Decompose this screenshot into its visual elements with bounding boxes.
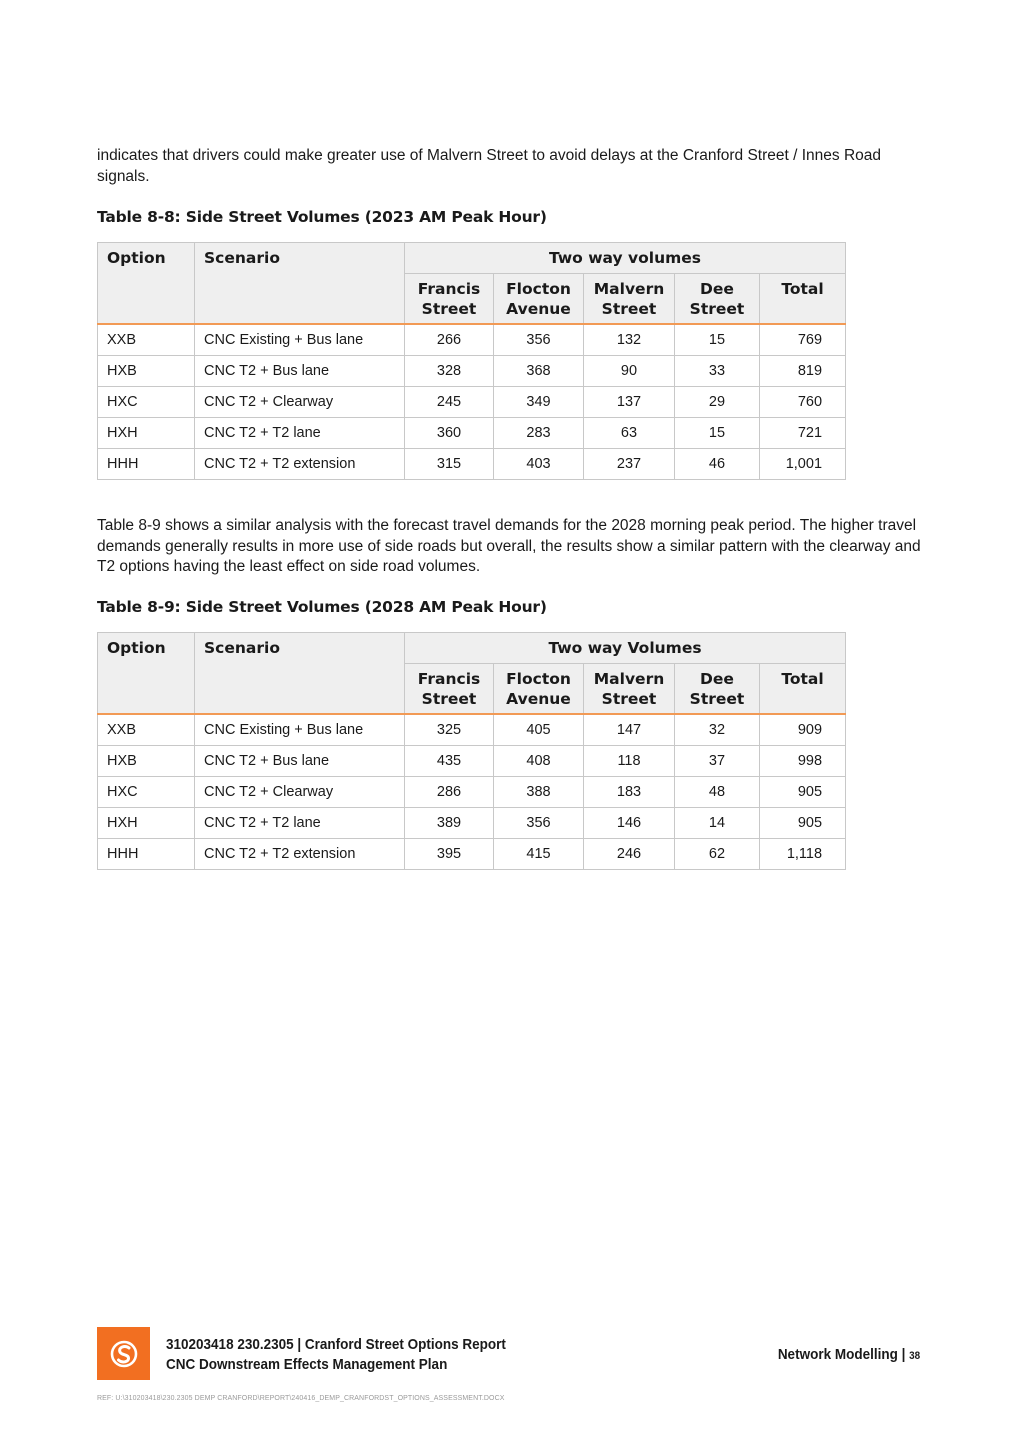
cell-option: HXC: [98, 777, 195, 808]
header-francis-street: Francis Street: [405, 664, 494, 715]
cell-malvern-street: 237: [584, 449, 675, 480]
cell-flocton-avenue: 356: [494, 324, 584, 356]
table-row: [98, 746, 846, 777]
cell-total: 721: [760, 418, 846, 449]
cell-flocton-avenue: 388: [494, 777, 584, 808]
cell-dee-street: 15: [675, 324, 760, 356]
cell-francis-street: 435: [405, 746, 494, 777]
cell-total: 998: [760, 746, 846, 777]
cell-dee-street: 15: [675, 418, 760, 449]
cell-option: XXB: [98, 324, 195, 356]
cell-francis-street: 389: [405, 808, 494, 839]
cell-option: HXC: [98, 387, 195, 418]
footer-line1: 310203418 230.2305 | Cranford Street Options Report: [166, 1336, 506, 1353]
cell-total: 819: [760, 356, 846, 387]
cell-dee-street: 32: [675, 714, 760, 746]
cell-dee-street: 29: [675, 387, 760, 418]
cell-malvern-street: 118: [584, 746, 675, 777]
cell-dee-street: 46: [675, 449, 760, 480]
cell-scenario: CNC T2 + T2 lane: [195, 808, 405, 839]
header-scenario: Scenario: [195, 633, 405, 715]
cell-option: HXH: [98, 808, 195, 839]
table-row: [98, 777, 846, 808]
cell-option: HXH: [98, 418, 195, 449]
footer-section: [778, 1346, 920, 1363]
table-row: [98, 387, 846, 418]
intro-paragraph: indicates that drivers could make greater use of Malvern Street to avoid delays at the Cranford Street / Innes Road signals.: [97, 147, 882, 185]
table-row: [98, 356, 846, 387]
cell-malvern-street: 63: [584, 418, 675, 449]
cell-scenario: CNC Existing + Bus lane: [195, 324, 405, 356]
cell-flocton-avenue: 349: [494, 387, 584, 418]
cell-flocton-avenue: 415: [494, 839, 584, 870]
cell-flocton-avenue: 356: [494, 808, 584, 839]
header-francis-street: Francis Street: [405, 274, 494, 325]
cell-francis-street: 395: [405, 839, 494, 870]
header-dee-street: Dee Street: [675, 664, 760, 715]
table-row: [98, 714, 846, 746]
cell-malvern-street: 147: [584, 714, 675, 746]
cell-dee-street: 48: [675, 777, 760, 808]
cell-option: HXB: [98, 356, 195, 387]
header-total: Total: [760, 274, 846, 325]
cell-flocton-avenue: 283: [494, 418, 584, 449]
cell-flocton-avenue: 405: [494, 714, 584, 746]
cell-total: 1,118: [760, 839, 846, 870]
cell-malvern-street: 183: [584, 777, 675, 808]
cell-scenario: CNC T2 + Clearway: [195, 387, 405, 418]
cell-total: 769: [760, 324, 846, 356]
cell-scenario: CNC T2 + Bus lane: [195, 746, 405, 777]
header-option: Option: [98, 243, 195, 325]
table1-side-street-volumes-2023: [97, 242, 846, 480]
cell-total: 1,001: [760, 449, 846, 480]
cell-francis-street: 245: [405, 387, 494, 418]
cell-flocton-avenue: 368: [494, 356, 584, 387]
header-two-way-volumes: Two way volumes: [405, 243, 846, 274]
stantec-logo-icon: [97, 1327, 150, 1380]
cell-malvern-street: 90: [584, 356, 675, 387]
cell-total: 909: [760, 714, 846, 746]
cell-malvern-street: 132: [584, 324, 675, 356]
cell-dee-street: 62: [675, 839, 760, 870]
cell-scenario: CNC T2 + Bus lane: [195, 356, 405, 387]
cell-option: HHH: [98, 449, 195, 480]
header-option: Option: [98, 633, 195, 715]
cell-francis-street: 360: [405, 418, 494, 449]
header-malvern-street: Malvern Street: [584, 274, 675, 325]
cell-dee-street: 14: [675, 808, 760, 839]
cell-malvern-street: 246: [584, 839, 675, 870]
cell-francis-street: 286: [405, 777, 494, 808]
table2-side-street-volumes-2028: [97, 632, 846, 870]
header-two-way-volumes: Two way Volumes: [405, 633, 846, 664]
middle-paragraph: Table 8-9 shows a similar analysis with the forecast travel demands for the 2028 morning peak period. The higher travel demands generally results in more use of side roads but overall, the results show a similar pattern with the clearway and T2 options having the least effect on side road volumes.: [97, 517, 921, 575]
cell-scenario: CNC T2 + T2 extension: [195, 449, 405, 480]
cell-total: 905: [760, 777, 846, 808]
cell-option: XXB: [98, 714, 195, 746]
cell-malvern-street: 146: [584, 808, 675, 839]
footer-line2: CNC Downstream Effects Management Plan: [166, 1356, 448, 1373]
cell-flocton-avenue: 403: [494, 449, 584, 480]
cell-scenario: CNC T2 + T2 lane: [195, 418, 405, 449]
cell-scenario: CNC T2 + T2 extension: [195, 839, 405, 870]
table1-body: [98, 324, 846, 480]
table-row: [98, 808, 846, 839]
cell-scenario: CNC Existing + Bus lane: [195, 714, 405, 746]
header-malvern-street: Malvern Street: [584, 664, 675, 715]
cell-total: 905: [760, 808, 846, 839]
cell-francis-street: 325: [405, 714, 494, 746]
table2-body: [98, 714, 846, 870]
table-row: [98, 324, 846, 356]
cell-dee-street: 33: [675, 356, 760, 387]
table2-caption: Table 8-9: Side Street Volumes (2028 AM Peak Hour): [97, 598, 547, 616]
header-flocton-avenue: Flocton Avenue: [494, 664, 584, 715]
table-row: [98, 449, 846, 480]
cell-total: 760: [760, 387, 846, 418]
header-flocton-avenue: Flocton Avenue: [494, 274, 584, 325]
footer-document-title: [166, 1335, 506, 1375]
cell-option: HHH: [98, 839, 195, 870]
header-dee-street: Dee Street: [675, 274, 760, 325]
page-number: 38: [908, 1350, 920, 1362]
cell-francis-street: 266: [405, 324, 494, 356]
table1-caption: Table 8-8: Side Street Volumes (2023 AM Peak Hour): [97, 208, 547, 226]
cell-dee-street: 37: [675, 746, 760, 777]
cell-option: HXB: [98, 746, 195, 777]
table-row: [98, 418, 846, 449]
footer-file-reference: REF: U:\310203418\230.2305 DEMP CRANFORD\REPORT\240416_DEMP_CRANFORDST_OPTIONS_ASSESSMENT.DOCX: [97, 1395, 505, 1402]
header-scenario: Scenario: [195, 243, 405, 325]
cell-scenario: CNC T2 + Clearway: [195, 777, 405, 808]
header-total: Total: [760, 664, 846, 715]
cell-flocton-avenue: 408: [494, 746, 584, 777]
cell-malvern-street: 137: [584, 387, 675, 418]
cell-francis-street: 315: [405, 449, 494, 480]
table-row: [98, 839, 846, 870]
cell-francis-street: 328: [405, 356, 494, 387]
footer-section-name: Network Modelling |: [777, 1346, 906, 1363]
